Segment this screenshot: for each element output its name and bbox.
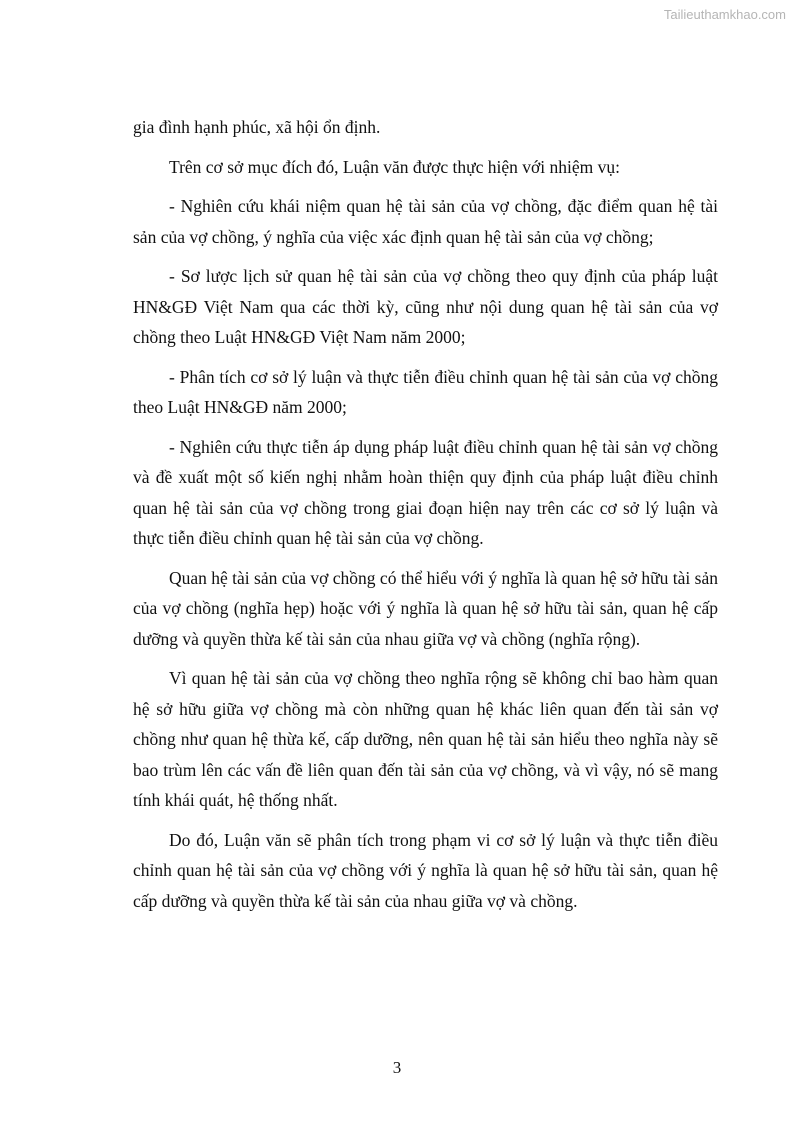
- paragraph-task-4: - Nghiên cứu thực tiễn áp dụng pháp luật điều chỉnh quan hệ tài sản vợ chồng và đề xuất một số kiến nghị nhằm hoàn thiện quy định của pháp luật điều chỉnh quan hệ tài sản của vợ chồng trong giai đoạn hiện nay trên các cơ sở lý luận và thực tiễn điều chỉnh quan hệ tài sản của vợ chồng.: [133, 436, 718, 548]
- paragraph-task-3: - Phân tích cơ sở lý luận và thực tiễn điều chỉnh quan hệ tài sản của vợ chồng theo Luật HN&GĐ năm 2000;: [133, 366, 718, 417]
- paragraph-broad-sense: Vì quan hệ tài sản của vợ chồng theo nghĩa rộng sẽ không chỉ bao hàm quan hệ sở hữu giữa vợ chồng mà còn những quan hệ khác liên quan đến tài sản vợ chồng như quan hệ thừa kế, cấp dưỡng, nên quan hệ tài sản hiểu theo nghĩa này sẽ bao trùm lên các vấn đề liên quan đến tài sản của vợ chồng, và vì vậy, nó sẽ mang tính khái quát, hệ thống nhất.: [133, 668, 718, 810]
- paragraph-tasks-intro: Trên cơ sở mục đích đó, Luận văn được thực hiện với nhiệm vụ:: [169, 156, 620, 177]
- page-number: 3: [392, 1058, 402, 1077]
- paragraph-scope: Do đó, Luận văn sẽ phân tích trong phạm vi cơ sở lý luận và thực tiễn điều chỉnh quan hệ tài sản của vợ chồng với ý nghĩa là quan hệ sở hữu tài sản, quan hệ cấp dưỡng và quyền thừa kế tài sản của nhau giữa vợ và chồng.: [133, 829, 718, 911]
- document-body: [133, 112, 718, 925]
- watermark: Tailieuthamkhao.com: [663, 7, 786, 22]
- paragraph-task-2: - Sơ lược lịch sử quan hệ tài sản của vợ chồng theo quy định của pháp luật HN&GĐ Việt Nam qua các thời kỳ, cũng như nội dung quan hệ tài sản của vợ chồng theo Luật HN&GĐ Việt Nam năm 2000;: [133, 266, 718, 347]
- paragraph-definition: Quan hệ tài sản của vợ chồng có thể hiểu với ý nghĩa là quan hệ sở hữu tài sản của vợ chồng (nghĩa hẹp) hoặc với ý nghĩa là quan hệ sở hữu tài sản, quan hệ cấp dưỡng và quyền thừa kế tài sản của nhau giữa vợ và chồng (nghĩa rộng).: [133, 567, 718, 649]
- paragraph-continuation: gia đình hạnh phúc, xã hội ổn định.: [133, 117, 381, 137]
- paragraph-task-1: - Nghiên cứu khái niệm quan hệ tài sản của vợ chồng, đặc điểm quan hệ tài sản của vợ chồng, ý nghĩa của việc xác định quan hệ tài sản của vợ chồng;: [133, 196, 718, 247]
